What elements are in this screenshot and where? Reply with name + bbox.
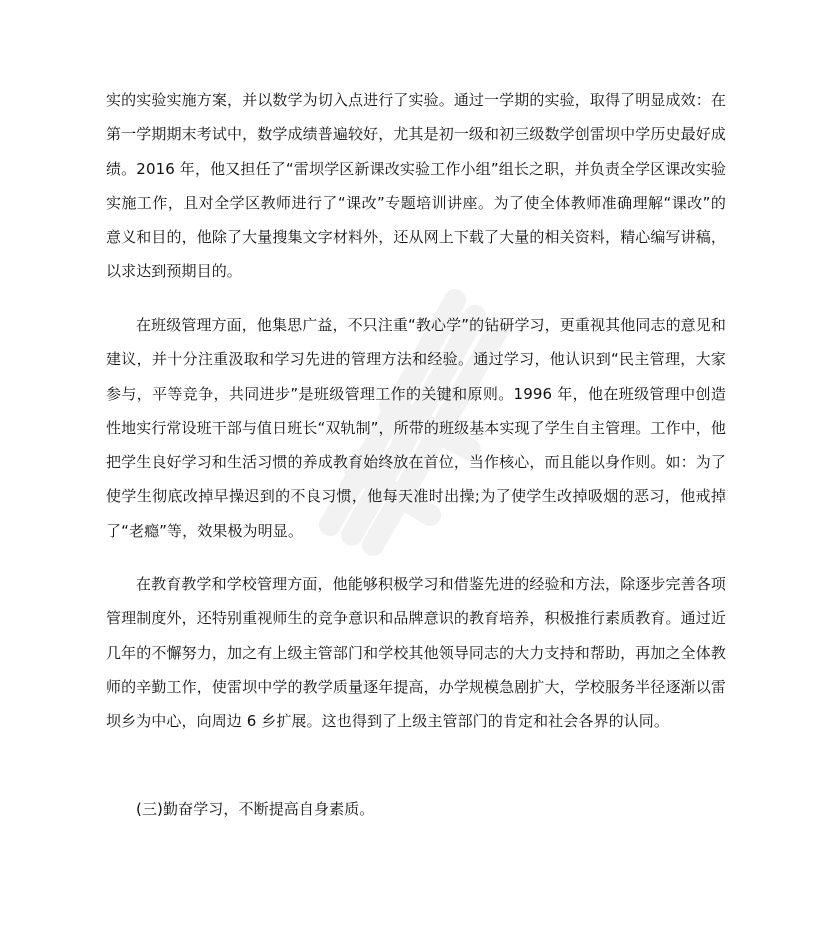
section-heading: (三)勤奋学习，不断提高自身素质。 (136, 800, 375, 818)
paragraph-1: 实的实验实施方案，并以数学为切入点进行了实验。通过一学期的实验，取得了明显成效：在第一学期期末考试中，数学成绩普遍较好，尤其是初一级和初三级数学创雷坝中学历史最好成绩。2016 年，他又担任了“雷坝学区新课改实验工作小组”组长之职，并负责全学区课改实验实施工作，且对全学区教师进行了“课改”专题培训讲座。为了使全体教师准确理解“课改”的意义和目的，他除了大量搜集文字材料外，还从网上下载了大量的相关资料，精心编写讲稿，以求达到预期目的。 (106, 91, 726, 281)
paragraph-3-block (106, 567, 726, 738)
paragraph-3: 在教育教学和学校管理方面，他能够积极学习和借鉴先进的经验和方法，除逐步完善各项管理制度外，还特别重视师生的竞争意识和品牌意识的教育培养，积极推行素质教育。通过近几年的不懈努力，加之有上级主管部门和学校其他领导同志的大力支持和帮助，再加之全体教师的辛勤工作，使雷坝中学的教学质量逐年提高，办学规模急剧扩大，学校服务半径逐渐以雷坝乡为中心，向周边 6 乡扩展。这也得到了上级主管部门的肯定和社会各界的认同。 (106, 575, 726, 731)
paragraph-2-block (106, 308, 726, 548)
paragraph-2: 在班级管理方面，他集思广益，不只注重“教心学”的钻研学习，更重视其他同志的意见和建议，并十分注重汲取和学习先进的管理方法和经验。通过学习，他认识到“民主管理，大家参与，平等竞争，共同进步”是班级管理工作的关键和原则。1996 年，他在班级管理中创造性地实行常设班干部与值日班长“双轨制”，所带的班级基本实现了学生自主管理。工作中，他把学生良好学习和生活习惯的养成教育始终放在首位，当作核心，而且能以身作则。如：为了使学生彻底改掉早操迟到的不良习惯，他每天准时出操;为了使学生改掉吸烟的恶习，他戒掉了“老瘾”等，效果极为明显。 (106, 316, 726, 540)
section-heading-block (106, 792, 726, 826)
paragraph-1-block (106, 83, 726, 289)
